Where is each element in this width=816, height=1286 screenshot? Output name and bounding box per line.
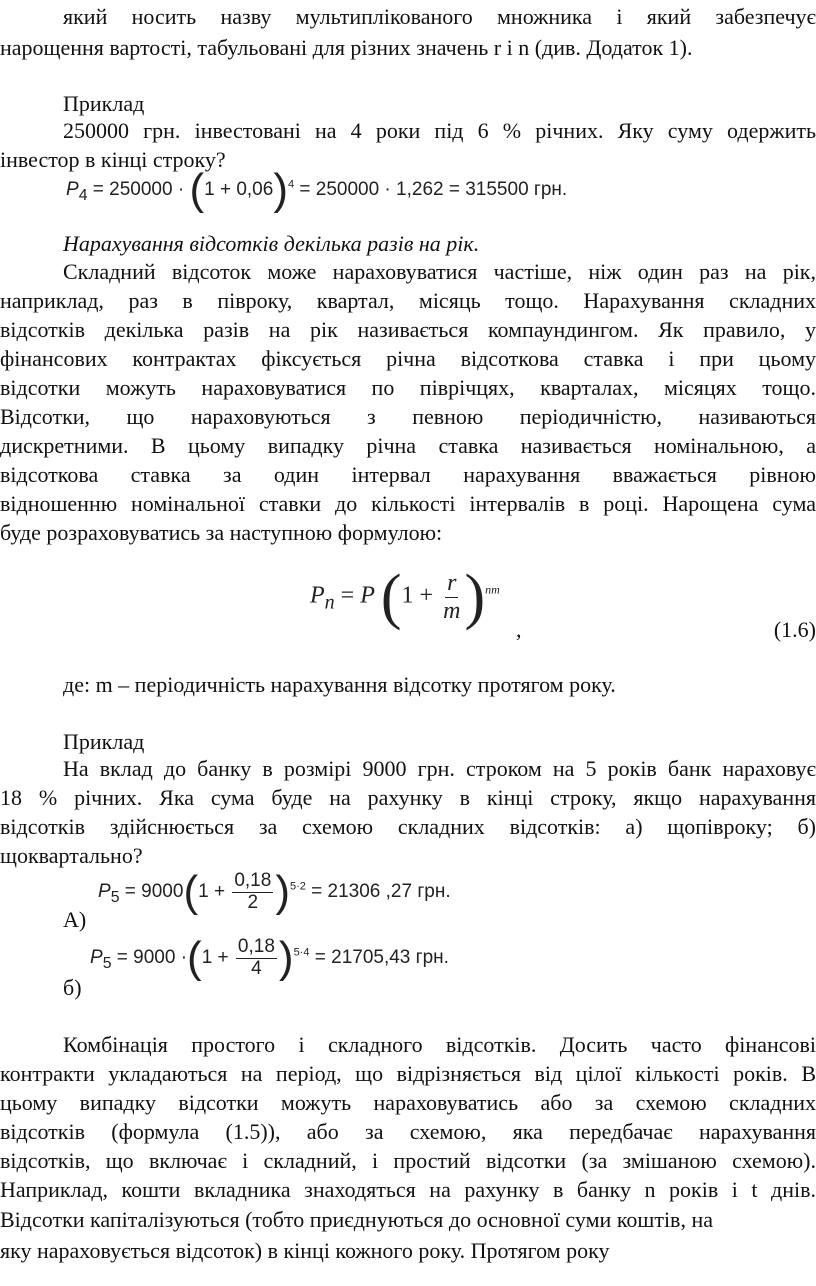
text-line: нарощення вартості, табульовані для різних значень r і n (див. Додаток 1). <box>0 35 693 60</box>
text-line: 250000 грн. інвестовані на 4 роки під 6 % річних. Яку суму одержить <box>63 118 816 143</box>
text-line: відсоткова ставка за один інтервал нарахування вважається рівною <box>0 462 816 487</box>
text-line: контракти укладаються на період, що відрізняється від цілої кількості років. В <box>0 1061 816 1086</box>
equation-number: (1.6) <box>773 617 816 642</box>
text-line: буде розраховуватись за наступною формулою: <box>0 520 443 545</box>
text-line: яку нараховується відсоток) в кінці кожного року. Протягом року <box>0 1238 610 1263</box>
text-line: відсотків здійснюється за схемою складних відсотків: а) щопівроку; б) <box>0 814 816 839</box>
formula-p4: $P_4 = 250000 \cdot (1 + 0,06)^4 = 250000 \cdot 1,262 = 315500$ грн. <box>66 165 568 214</box>
text-line: де: m – періодичність нарахування відсотку протягом року. <box>63 672 616 697</box>
text-line: відсотки можуть нараховуватися по піврічцях, кварталах, місяцях тощо. <box>0 375 816 400</box>
text-line: 18 % річних. Яка сума буде на рахунку в кінці строку, якщо нарахування <box>0 785 816 810</box>
option-label-b: б) <box>63 975 82 1000</box>
text-line: інвестор в кінці строку? <box>0 147 226 172</box>
formula-compound-m: $P_n = P$ (1 + $\frac{r}{m}$ )$^{nm}$ <box>310 563 500 631</box>
text-line: відсотків декілька разів на рік називається компаундингом. Як правило, у <box>0 317 816 342</box>
text-line: відсотків, що включає і складний, і простий відсотки (за змішаною схемою). <box>0 1148 816 1173</box>
text-line: Комбінація простого і складного відсотків. Досить часто фінансові <box>63 1032 816 1057</box>
text-line: цьому випадку відсотки можуть нараховуватись або за схемою складних <box>0 1090 816 1115</box>
formula-semiannual: $P_5 = 9000(1$ + $\frac{0,18}{2}$ )$^{5\cdot 2}$ = 21306 ,27 грн. <box>98 867 451 916</box>
text-line: дискретними. В цьому випадку річна ставка називається номінальною, а <box>0 433 816 458</box>
formula-quarterly: $P_5 = 9000 \cdot(1$ + $\frac{0,18}{4}$ )$^{5\cdot 4}$ = 21705,43 грн. <box>90 933 449 982</box>
example-heading: Приклад <box>63 729 145 754</box>
text-line: відношенню номінальної ставки до кількості інтервалів в році. Нарощена сума <box>0 491 816 516</box>
example-heading: Приклад <box>63 91 145 116</box>
option-label-a: А) <box>63 907 87 932</box>
text-line: Відсотки капіталізуються (тобто приєднуються до основної суми коштів, на <box>0 1207 713 1232</box>
text-line: Відсотки, що нараховуються з певною періодичністю, називаються <box>0 404 816 429</box>
section-heading: Нарахування відсотків декілька разів на рік. <box>63 231 480 256</box>
text-line: який носить назву мультиплікованого множника і який забезпечує <box>63 4 816 29</box>
text-line: Складний відсоток може нараховуватися частіше, ніж один раз на рік, <box>63 259 816 284</box>
text-line: наприклад, раз в півроку, квартал, місяць тощо. Нарахування складних <box>0 288 816 313</box>
text-line: відсотків (формула (1.5)), або за схемою, яка передбачає нарахування <box>0 1119 816 1144</box>
text-line: фінансових контрактах фіксується річна відсоткова ставка і при цьому <box>0 346 816 371</box>
text-line: На вклад до банку в розмірі 9000 грн. строком на 5 років банк нараховує <box>63 756 816 781</box>
formula-comma: , <box>516 617 522 642</box>
text-line: Наприклад, кошти вкладника знаходяться на рахунку в банку n років і t днів. <box>0 1177 816 1202</box>
text-line: щоквартально? <box>0 843 143 868</box>
